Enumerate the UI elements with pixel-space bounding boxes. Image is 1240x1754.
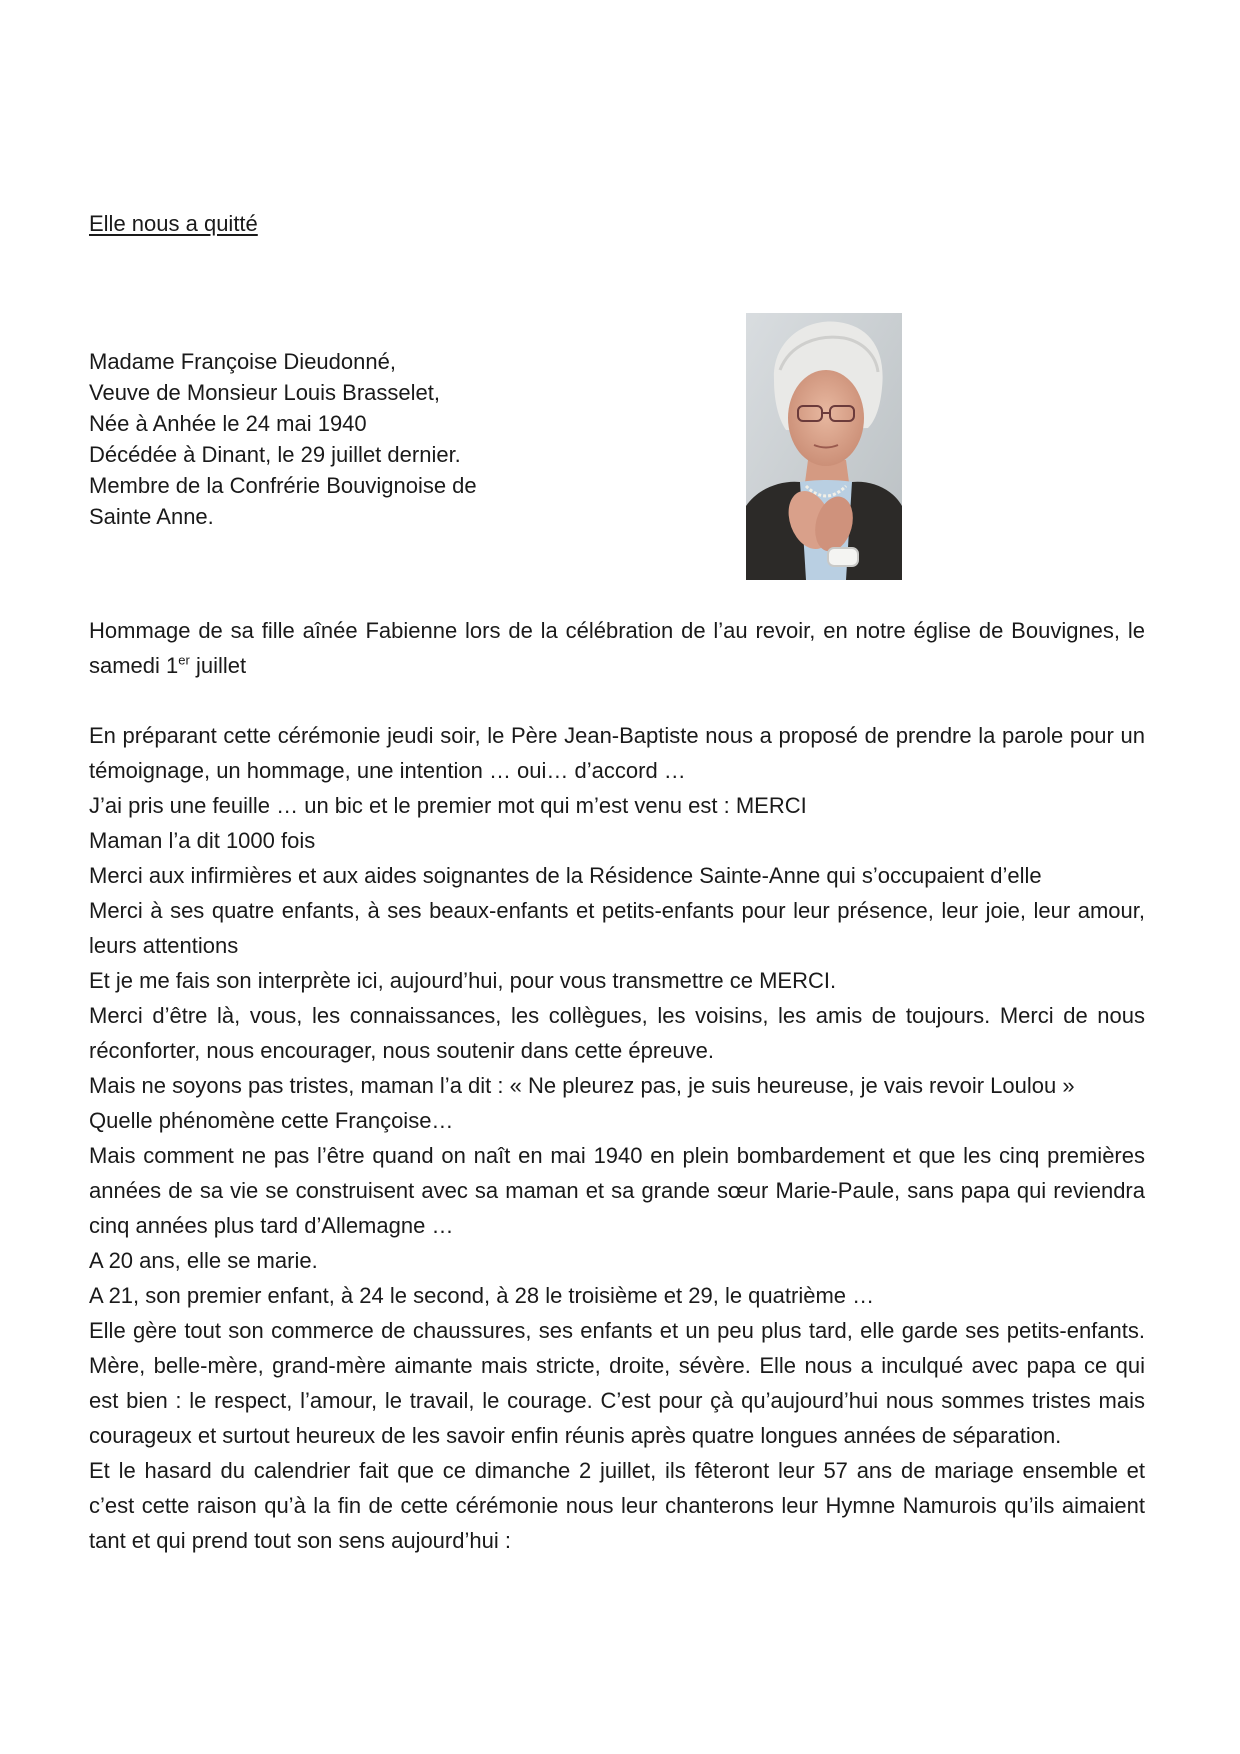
identity-line: Veuve de Monsieur Louis Brasselet, — [89, 380, 440, 405]
paragraph: Elle gère tout son commerce de chaussures, ses enfants et un peu plus tard, elle garde ses petits-enfants. Mère, belle-mère, grand-mère aimante mais stricte, droite, sévère. Elle nous a inculqué avec papa ce qui est bien : le respect, l’amour, le travail, le courage. C’est pour çà qu’aujourd’hui nous sommes tristes mais courageux et surtout heureux de les savoir enfin réunis après quatre longues années de séparation. — [89, 1318, 1145, 1448]
identity-line: Madame Françoise Dieudonné, — [89, 349, 396, 374]
paragraph: Merci à ses quatre enfants, à ses beaux-enfants et petits-enfants pour leur présence, leur joie, leur amour, leurs attentions — [89, 898, 1145, 958]
paragraph: A 20 ans, elle se marie. — [89, 1248, 318, 1273]
paragraph: Maman l’a dit 1000 fois — [89, 828, 316, 853]
identity-block — [89, 346, 649, 532]
identity-line: Membre de la Confrérie Bouvignoise de — [89, 473, 477, 498]
paragraph: Mais comment ne pas l’être quand on naît en mai 1940 en plein bombardement et que les cinq premières années de sa vie se construisent avec sa maman et sa grande sœur Marie-Paule, sans papa qui reviendra cinq années plus tard d’Allemagne … — [89, 1143, 1145, 1238]
hommage-text: Hommage de sa fille aînée Fabienne lors de la célébration de l’au revoir, en notre église de Bouvignes, le samedi 1 — [89, 618, 1145, 678]
identity-line: Sainte Anne. — [89, 504, 214, 529]
hommage-paragraph — [89, 613, 1145, 683]
paragraph: Et je me fais son interprète ici, aujourd’hui, pour vous transmettre ce MERCI. — [89, 968, 837, 993]
paragraph: J’ai pris une feuille … un bic et le premier mot qui m’est venu est : MERCI — [89, 793, 807, 818]
paragraph: Merci d’être là, vous, les connaissances, les collègues, les voisins, les amis de toujours. Merci de nous réconforter, nous encourager, nous soutenir dans cette épreuve. — [89, 1003, 1145, 1063]
identity-line: Née à Anhée le 24 mai 1940 — [89, 411, 367, 436]
identity-line: Décédée à Dinant, le 29 juillet dernier. — [89, 442, 461, 467]
paragraph: A 21, son premier enfant, à 24 le second, à 28 le troisième et 29, le quatrième … — [89, 1283, 875, 1308]
hommage-tail: juillet — [189, 653, 247, 678]
paragraph: Mais ne soyons pas tristes, maman l’a dit : « Ne pleurez pas, je suis heureuse, je vais revoir Loulou » — [89, 1073, 1075, 1098]
page-title: Elle nous a quitté — [89, 211, 258, 236]
ordinal-superscript: er — [178, 652, 190, 668]
paragraph: En préparant cette cérémonie jeudi soir, le Père Jean-Baptiste nous a proposé de prendre la parole pour un témoignage, un hommage, une intention … oui… d’accord … — [89, 723, 1145, 783]
portrait-photo — [746, 310, 902, 580]
paragraph: Merci aux infirmières et aux aides soignantes de la Résidence Sainte-Anne qui s’occupaient d’elle — [89, 863, 1042, 888]
paragraph: Et le hasard du calendrier fait que ce dimanche 2 juillet, ils fêteront leur 57 ans de mariage ensemble et c’est cette raison qu’à la fin de cette cérémonie nous leur chanterons leur Hymne Namurois qu’ils aimaient tant et qui prend tout son sens aujourd’hui : — [89, 1458, 1145, 1553]
portrait-illustration — [746, 310, 902, 580]
paragraph: Quelle phénomène cette Françoise… — [89, 1108, 454, 1133]
article-body — [89, 613, 1145, 1558]
